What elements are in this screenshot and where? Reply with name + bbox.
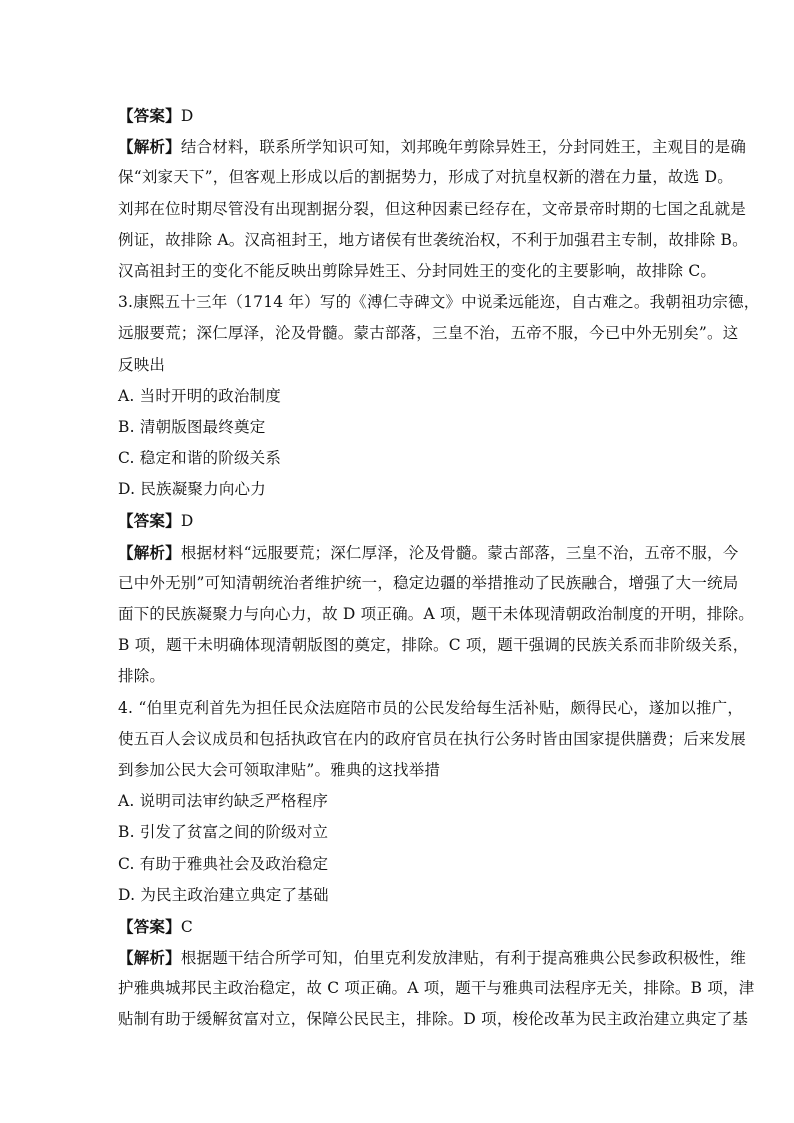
option-b: B. 清朝版图最终奠定: [118, 417, 266, 436]
analysis-line: [118, 131, 747, 162]
answer-value: C: [180, 917, 193, 936]
analysis-line: 护雅典城邦民主政治稳定，故 C 项正确。A 项，题干与雅典司法程序无关，排除。B 项，津: [118, 979, 755, 998]
analysis-text: 根据题干结合所学可知，伯里克利发放津贴，有利于提高雅典公民参政积极性，维: [180, 949, 747, 968]
analysis-line: 保“刘家天下”，但客观上形成以后的割据势力，形成了对抗皇权新的潜在力量，故选 D。: [118, 168, 733, 187]
option-d: D. 民族凝聚力向心力: [118, 480, 266, 499]
analysis-line: 例证，故排除 A。汉高祖封王，地方诸侯有世袭统治权，不利于加强君主专制，故排除 B。: [118, 230, 748, 249]
question-stem-line: 使五百人会议成员和包括执政官在内的政府官员在执行公务时皆由国家提供膳费；后来发展: [118, 729, 747, 748]
answer-tag: 【答案】: [118, 511, 181, 531]
answer-value: D: [180, 512, 194, 531]
option-a: A. 说明司法审约缺乏严格程序: [118, 792, 329, 811]
answer-line: [118, 100, 678, 131]
analysis-line: 面下的民族凝聚力与向心力，故 D 项正确。A 项，题干未体现清朝政治制度的开明，排除。: [118, 605, 755, 623]
analysis-line: 贴制有助于缓解贫富对立，保障公民民主，排除。D 项，梭伦改革为民主政治建立典定了基: [118, 1010, 749, 1029]
document-page: [118, 100, 760, 1036]
analysis-line: B 项，题干未明确体现清朝版图的奠定，排除。C 项，题干强调的民族关系而非阶级关系，: [118, 636, 749, 655]
analysis-line: 刘邦在位时期尽管没有出现割据分裂，但这种因素已经存在，文帝景帝时期的七国之乱就是: [118, 199, 747, 218]
option-c: C. 稳定和谐的阶级关系: [118, 449, 282, 468]
option-c: C. 有助于雅典社会及政治稳定: [118, 854, 329, 873]
option-d: D. 为民主政治建立典定了基础: [118, 885, 329, 904]
analysis-tag: 【解析】: [118, 137, 181, 157]
question-stem-line: 反映出: [118, 355, 166, 374]
analysis-line: [118, 537, 739, 568]
answer-line: [118, 505, 678, 536]
analysis-text: 结合材料，联系所学知识可知，刘邦晚年剪除异姓王，分封同姓王，主观目的是确: [180, 138, 747, 157]
analysis-tag: 【解析】: [118, 948, 181, 968]
analysis-tag: 【解析】: [118, 542, 181, 562]
answer-tag: 【答案】: [118, 106, 181, 125]
answer-value: D: [180, 107, 194, 125]
question-stem-line: 3.康熙五十三年（1714 年）写的《溥仁寺碑文》中说柔远能迩，自古难之。我朝祖功宗德，: [118, 293, 760, 312]
analysis-line: 已中外无别”可知清朝统治者维护统一，稳定边疆的举措推动了民族融合，增强了大一统局: [118, 573, 739, 592]
answer-line: [118, 911, 678, 942]
analysis-line: 排除。: [118, 667, 166, 686]
question-stem-line: 4. “伯里克利首先为担任民众法庭陪市员的公民发给每生活补贴，颇得民心，遂加以推广，: [118, 698, 744, 717]
question-stem-line: 到参加公民大会可领取津贴”。雅典的这找举措: [118, 760, 441, 779]
analysis-text: 根据材料“远服要荒；深仁厚泽，沦及骨髓。蒙古部落，三皇不治，五帝不服，今: [180, 543, 739, 562]
option-a: A. 当时开明的政治制度: [118, 386, 281, 405]
analysis-line: 汉高祖封王的变化不能反映出剪除异姓王、分封同姓王的变化的主要影响，故排除 C。: [118, 261, 717, 280]
question-stem-line: 远服要荒；深仁厚泽，沦及骨髓。蒙古部落，三皇不治，五帝不服，今已中外无别矣”。这: [118, 324, 739, 343]
analysis-line: [118, 942, 747, 973]
answer-tag: 【答案】: [118, 916, 181, 936]
option-b: B. 引发了贫富之间的阶级对立: [118, 823, 329, 842]
